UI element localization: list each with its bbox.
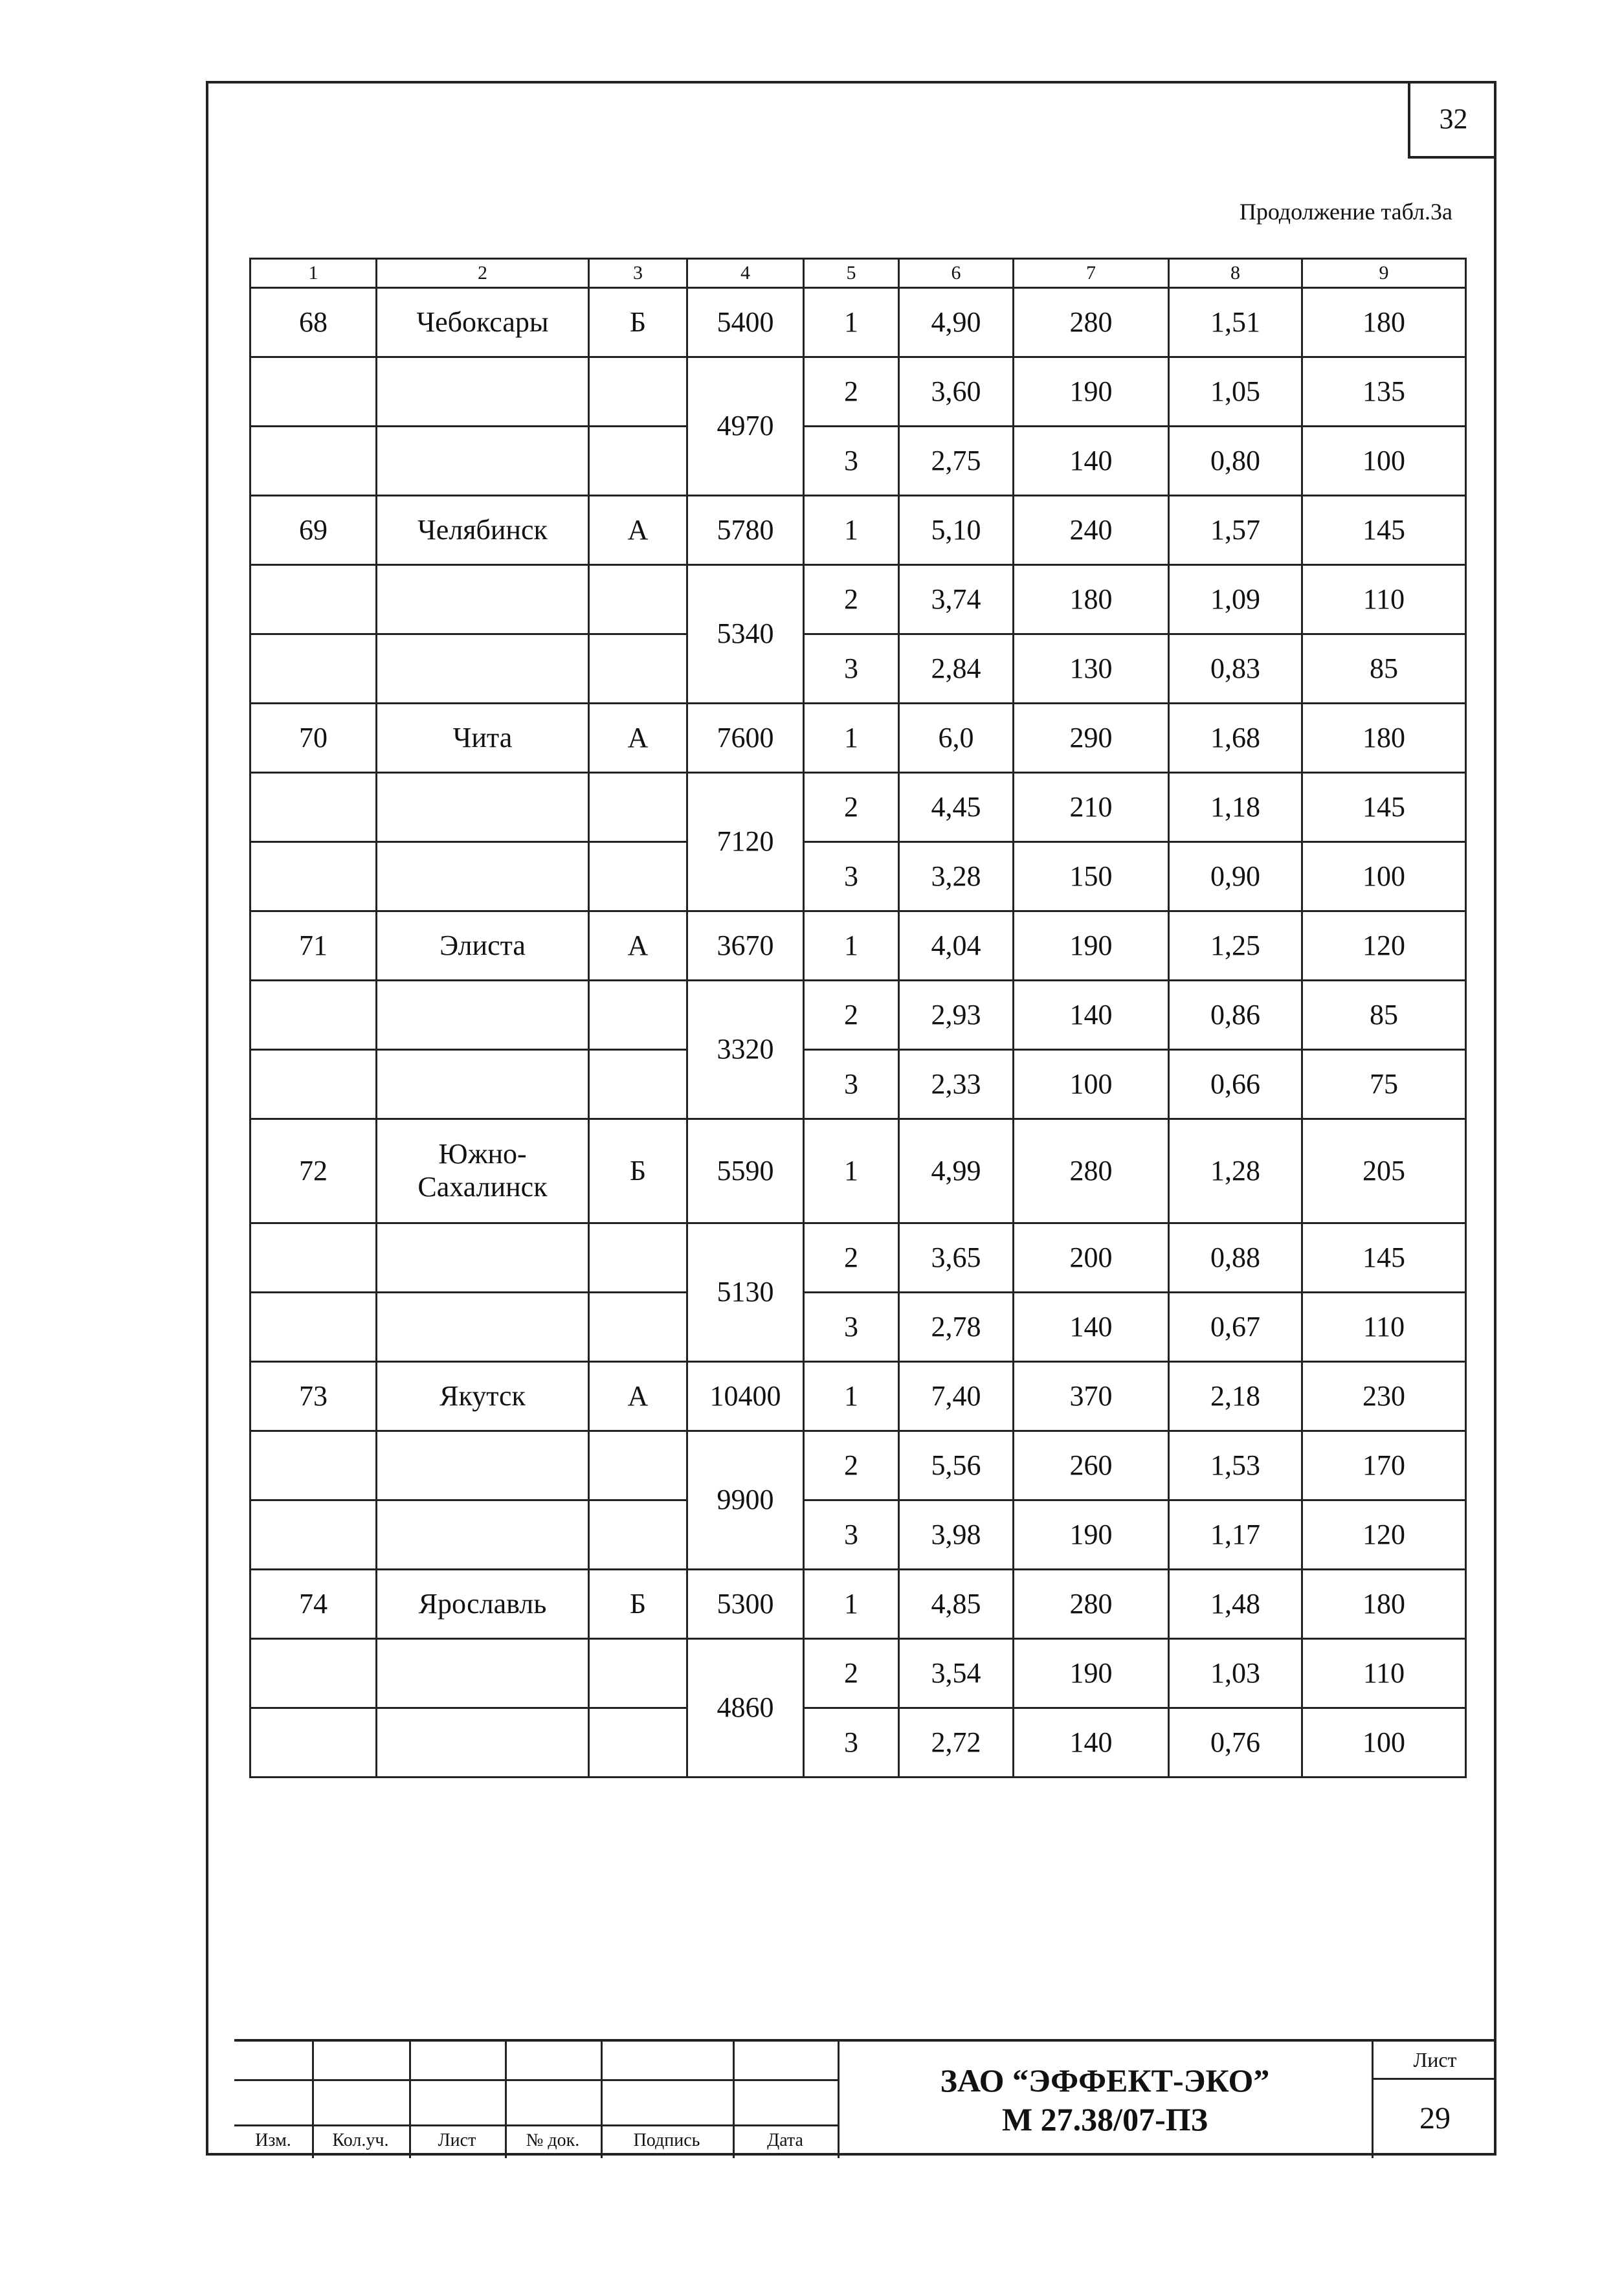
col5-cell: 1 <box>804 496 899 565</box>
col-num: 7 <box>1014 259 1169 288</box>
value4-cell: 3320 <box>687 981 804 1119</box>
sheet-label: Лист <box>1413 2047 1457 2071</box>
col8-cell: 1,48 <box>1169 1570 1302 1639</box>
col5-cell: 3 <box>804 1500 899 1570</box>
col-num: 5 <box>804 259 899 288</box>
col6-cell: 3,28 <box>899 842 1014 911</box>
col5-cell: 1 <box>804 704 899 773</box>
class-cell: А <box>589 1362 687 1431</box>
table-row <box>250 565 1466 634</box>
table-row <box>250 1362 1466 1431</box>
col5-cell: 1 <box>804 1362 899 1431</box>
col5-cell: 3 <box>804 634 899 704</box>
class-cell <box>589 1500 687 1570</box>
col8-cell: 1,28 <box>1169 1119 1302 1223</box>
col8-cell: 1,51 <box>1169 288 1302 357</box>
class-cell: А <box>589 496 687 565</box>
sheet-number: 29 <box>1419 2101 1451 2135</box>
class-cell: Б <box>589 1570 687 1639</box>
value4-cell: 5300 <box>687 1570 804 1639</box>
value4-cell: 3670 <box>687 911 804 981</box>
city-cell <box>377 1708 589 1778</box>
col8-cell: 0,67 <box>1169 1293 1302 1362</box>
col5-cell: 2 <box>804 1639 899 1708</box>
col-num: 1 <box>250 259 377 288</box>
class-cell <box>589 634 687 704</box>
col9-cell: 205 <box>1302 1119 1466 1223</box>
value4-cell: 5340 <box>687 565 804 704</box>
row-number-cell <box>250 1708 377 1778</box>
city-cell <box>377 981 589 1050</box>
col7-cell: 280 <box>1014 288 1169 357</box>
value4-cell: 10400 <box>687 1362 804 1431</box>
table-row <box>250 1500 1466 1570</box>
label-list: Лист <box>438 2130 476 2150</box>
col8-cell: 1,57 <box>1169 496 1302 565</box>
col9-cell: 180 <box>1302 1570 1466 1639</box>
label-signature: Подпись <box>633 2130 700 2150</box>
col7-cell: 280 <box>1014 1119 1169 1223</box>
col7-cell: 130 <box>1014 634 1169 704</box>
row-number-cell <box>250 773 377 842</box>
table-row <box>250 1570 1466 1639</box>
table-row <box>250 1119 1466 1223</box>
col8-cell: 0,83 <box>1169 634 1302 704</box>
class-cell <box>589 773 687 842</box>
col9-cell: 75 <box>1302 1050 1466 1119</box>
value4-cell: 5400 <box>687 288 804 357</box>
col9-cell: 145 <box>1302 773 1466 842</box>
col5-cell: 1 <box>804 1570 899 1639</box>
row-number-cell <box>250 1639 377 1708</box>
col5-cell: 2 <box>804 773 899 842</box>
col7-cell: 180 <box>1014 565 1169 634</box>
col9-cell: 120 <box>1302 911 1466 981</box>
col7-cell: 140 <box>1014 1293 1169 1362</box>
organization-block <box>840 2042 1370 2158</box>
col9-cell: 170 <box>1302 1431 1466 1500</box>
col7-cell: 190 <box>1014 911 1169 981</box>
city-cell: Якутск <box>377 1362 589 1431</box>
row-number-cell <box>250 634 377 704</box>
col8-cell: 1,68 <box>1169 704 1302 773</box>
col-num: 4 <box>687 259 804 288</box>
col8-cell: 1,53 <box>1169 1431 1302 1500</box>
col9-cell: 230 <box>1302 1362 1466 1431</box>
title-block <box>234 2039 1496 2156</box>
col-num: 6 <box>899 259 1014 288</box>
label-izm: Изм. <box>255 2130 291 2150</box>
col9-cell: 145 <box>1302 496 1466 565</box>
col7-cell: 190 <box>1014 1639 1169 1708</box>
value4-cell: 9900 <box>687 1431 804 1570</box>
col6-cell: 6,0 <box>899 704 1014 773</box>
col9-cell: 100 <box>1302 427 1466 496</box>
row-number-cell: 70 <box>250 704 377 773</box>
col7-cell: 100 <box>1014 1050 1169 1119</box>
class-cell <box>589 1708 687 1778</box>
city-cell <box>377 427 589 496</box>
value4-cell: 5590 <box>687 1119 804 1223</box>
col8-cell: 0,80 <box>1169 427 1302 496</box>
row-number-cell <box>250 1500 377 1570</box>
col9-cell: 110 <box>1302 1293 1466 1362</box>
col5-cell: 2 <box>804 1431 899 1500</box>
col6-cell: 4,85 <box>899 1570 1014 1639</box>
col6-cell: 2,75 <box>899 427 1014 496</box>
row-number-cell <box>250 565 377 634</box>
table-row <box>250 1639 1466 1708</box>
class-cell <box>589 357 687 427</box>
table-row <box>250 1223 1466 1293</box>
col6-cell: 5,10 <box>899 496 1014 565</box>
col5-cell: 3 <box>804 1293 899 1362</box>
row-number-cell: 73 <box>250 1362 377 1431</box>
col6-cell: 3,74 <box>899 565 1014 634</box>
col5-cell: 2 <box>804 357 899 427</box>
table-row <box>250 704 1466 773</box>
value4-cell: 7120 <box>687 773 804 911</box>
col7-cell: 140 <box>1014 1708 1169 1778</box>
col6-cell: 2,93 <box>899 981 1014 1050</box>
city-cell <box>377 634 589 704</box>
value4-cell: 7600 <box>687 704 804 773</box>
col6-cell: 7,40 <box>899 1362 1014 1431</box>
col5-cell: 3 <box>804 427 899 496</box>
row-number-cell: 71 <box>250 911 377 981</box>
col9-cell: 100 <box>1302 842 1466 911</box>
col7-cell: 210 <box>1014 773 1169 842</box>
doc-code: М 27.38/07-ПЗ <box>1001 2101 1208 2137</box>
col6-cell: 3,98 <box>899 1500 1014 1570</box>
city-cell <box>377 565 589 634</box>
table-row <box>250 1708 1466 1778</box>
col8-cell: 0,90 <box>1169 842 1302 911</box>
table-row <box>250 288 1466 357</box>
class-cell <box>589 1223 687 1293</box>
city-cell <box>377 1500 589 1570</box>
value4-cell: 5130 <box>687 1223 804 1362</box>
col5-cell: 1 <box>804 1119 899 1223</box>
col8-cell: 0,86 <box>1169 981 1302 1050</box>
col9-cell: 135 <box>1302 357 1466 427</box>
row-number-cell: 69 <box>250 496 377 565</box>
table-continuation-caption: Продолжение табл.3а <box>1239 199 1452 225</box>
city-cell: Ярославль <box>377 1570 589 1639</box>
city-cell <box>377 1223 589 1293</box>
city-cell <box>377 1431 589 1500</box>
city-cell: Элиста <box>377 911 589 981</box>
col5-cell: 2 <box>804 565 899 634</box>
city-cell <box>377 842 589 911</box>
col-num: 3 <box>589 259 687 288</box>
class-cell <box>589 427 687 496</box>
col8-cell: 1,03 <box>1169 1639 1302 1708</box>
col7-cell: 240 <box>1014 496 1169 565</box>
col7-cell: 290 <box>1014 704 1169 773</box>
row-number-cell <box>250 357 377 427</box>
col9-cell: 85 <box>1302 981 1466 1050</box>
class-cell <box>589 981 687 1050</box>
table-row <box>250 357 1466 427</box>
col7-cell: 150 <box>1014 842 1169 911</box>
col8-cell: 1,05 <box>1169 357 1302 427</box>
col7-cell: 260 <box>1014 1431 1169 1500</box>
col8-cell: 2,18 <box>1169 1362 1302 1431</box>
city-cell <box>377 1050 589 1119</box>
class-cell: Б <box>589 288 687 357</box>
row-number-cell <box>250 1293 377 1362</box>
row-number-cell <box>250 842 377 911</box>
page-number: 32 <box>1408 81 1496 159</box>
city-cell: Чебоксары <box>377 288 589 357</box>
class-cell: Б <box>589 1119 687 1223</box>
col9-cell: 180 <box>1302 704 1466 773</box>
org-name: ЗАО “ЭФФЕКТ-ЭКО” <box>940 2062 1270 2099</box>
col5-cell: 3 <box>804 1050 899 1119</box>
col8-cell: 0,66 <box>1169 1050 1302 1119</box>
table-row <box>250 1431 1466 1500</box>
col8-cell: 1,17 <box>1169 1500 1302 1570</box>
col6-cell: 4,04 <box>899 911 1014 981</box>
col9-cell: 145 <box>1302 1223 1466 1293</box>
col5-cell: 3 <box>804 1708 899 1778</box>
col6-cell: 3,60 <box>899 357 1014 427</box>
col7-cell: 200 <box>1014 1223 1169 1293</box>
table-row <box>250 842 1466 911</box>
table-row <box>250 634 1466 704</box>
col5-cell: 2 <box>804 1223 899 1293</box>
col6-cell: 2,78 <box>899 1293 1014 1362</box>
col-num: 8 <box>1169 259 1302 288</box>
col9-cell: 110 <box>1302 565 1466 634</box>
table-row <box>250 1050 1466 1119</box>
col6-cell: 2,72 <box>899 1708 1014 1778</box>
col5-cell: 2 <box>804 981 899 1050</box>
row-number-cell <box>250 427 377 496</box>
class-cell <box>589 1293 687 1362</box>
city-cell: Челябинск <box>377 496 589 565</box>
col8-cell: 1,25 <box>1169 911 1302 981</box>
col7-cell: 370 <box>1014 1362 1169 1431</box>
row-number-cell: 74 <box>250 1570 377 1639</box>
col9-cell: 85 <box>1302 634 1466 704</box>
col6-cell: 4,45 <box>899 773 1014 842</box>
table-row <box>250 1293 1466 1362</box>
col9-cell: 110 <box>1302 1639 1466 1708</box>
col6-cell: 5,56 <box>899 1431 1014 1500</box>
col7-cell: 140 <box>1014 981 1169 1050</box>
city-cell <box>377 1639 589 1708</box>
label-date: Дата <box>767 2130 803 2150</box>
col8-cell: 0,76 <box>1169 1708 1302 1778</box>
column-number-row <box>250 259 1466 288</box>
col9-cell: 100 <box>1302 1708 1466 1778</box>
col5-cell: 1 <box>804 911 899 981</box>
col7-cell: 190 <box>1014 1500 1169 1570</box>
col8-cell: 0,88 <box>1169 1223 1302 1293</box>
row-number-cell <box>250 1050 377 1119</box>
col6-cell: 3,54 <box>899 1639 1014 1708</box>
col8-cell: 1,18 <box>1169 773 1302 842</box>
label-doc-no: № док. <box>526 2130 580 2150</box>
city-cell <box>377 773 589 842</box>
col7-cell: 280 <box>1014 1570 1169 1639</box>
table-row <box>250 911 1466 981</box>
label-kol-uch: Кол.уч. <box>332 2130 389 2150</box>
class-cell <box>589 565 687 634</box>
col9-cell: 180 <box>1302 288 1466 357</box>
col5-cell: 1 <box>804 288 899 357</box>
class-cell <box>589 1050 687 1119</box>
col6-cell: 2,84 <box>899 634 1014 704</box>
table-row <box>250 427 1466 496</box>
city-cell <box>377 357 589 427</box>
col6-cell: 4,90 <box>899 288 1014 357</box>
value4-cell: 4860 <box>687 1639 804 1778</box>
row-number-cell: 68 <box>250 288 377 357</box>
row-number-cell <box>250 1431 377 1500</box>
col-num: 2 <box>377 259 589 288</box>
value4-cell: 5780 <box>687 496 804 565</box>
col6-cell: 3,65 <box>899 1223 1014 1293</box>
row-number-cell: 72 <box>250 1119 377 1223</box>
city-cell: Южно- Сахалинск <box>377 1119 589 1223</box>
row-number-cell <box>250 981 377 1050</box>
value4-cell: 4970 <box>687 357 804 496</box>
table-row <box>250 496 1466 565</box>
table-row <box>250 773 1466 842</box>
class-cell <box>589 842 687 911</box>
col5-cell: 3 <box>804 842 899 911</box>
class-cell <box>589 1639 687 1708</box>
col-num: 9 <box>1302 259 1466 288</box>
class-cell: А <box>589 704 687 773</box>
class-cell <box>589 1431 687 1500</box>
col8-cell: 1,09 <box>1169 565 1302 634</box>
table-row <box>250 981 1466 1050</box>
col6-cell: 2,33 <box>899 1050 1014 1119</box>
col7-cell: 190 <box>1014 357 1169 427</box>
col9-cell: 120 <box>1302 1500 1466 1570</box>
row-number-cell <box>250 1223 377 1293</box>
data-table <box>249 258 1467 1778</box>
class-cell: А <box>589 911 687 981</box>
col6-cell: 4,99 <box>899 1119 1014 1223</box>
col7-cell: 140 <box>1014 427 1169 496</box>
city-cell <box>377 1293 589 1362</box>
city-cell: Чита <box>377 704 589 773</box>
